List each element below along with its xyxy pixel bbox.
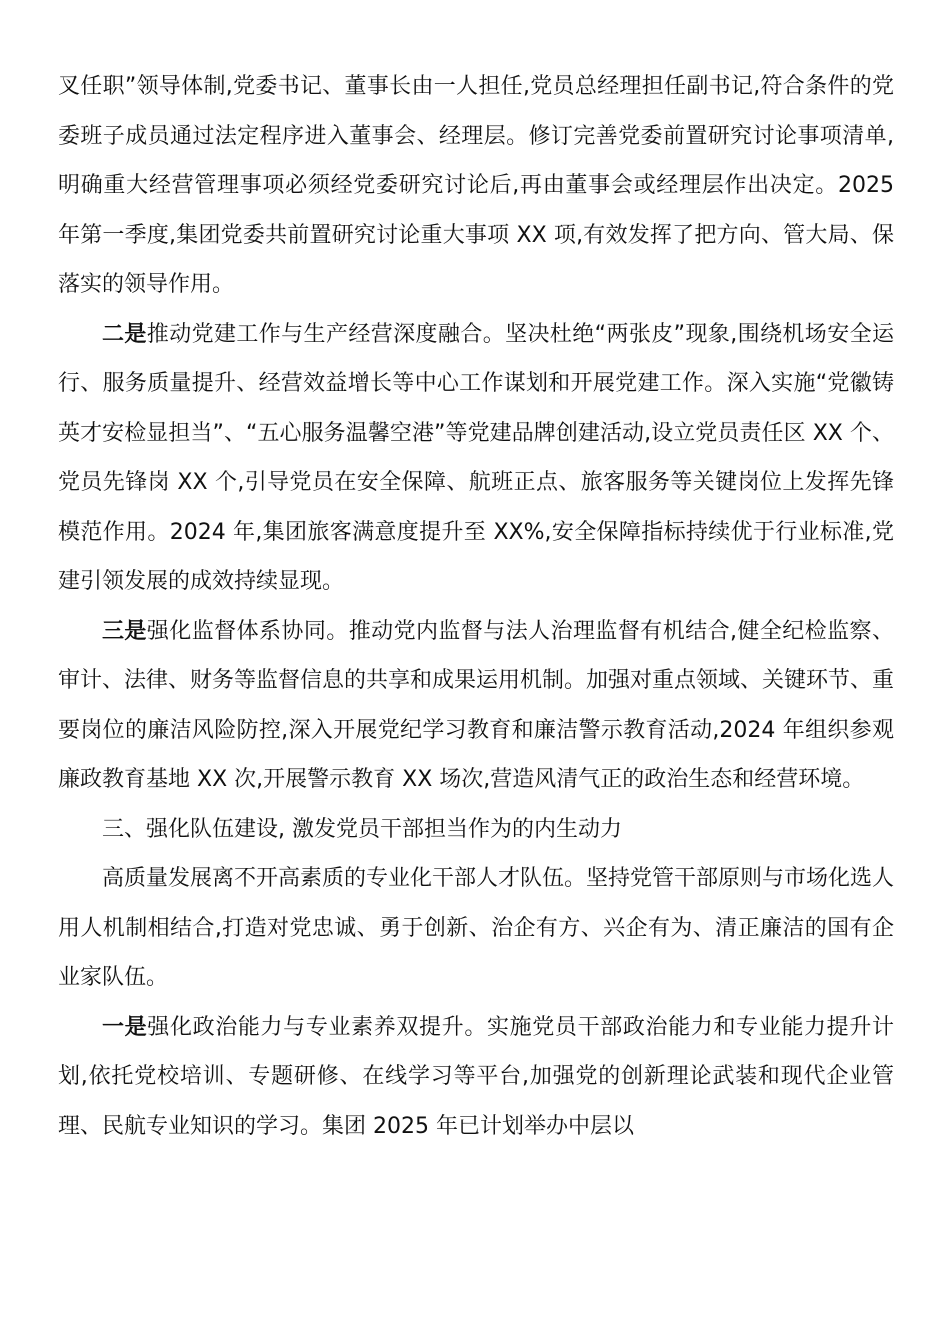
paragraph-team-building: 高质量发展离不开高素质的专业化干部人才队伍。坚持党管干部原则与市场化选人用人机制相结合,打造对党忠诚、勇于创新、治企有方、兴企有为、清正廉洁的国有企业家队伍。 <box>58 866 895 990</box>
paragraph-supervision <box>58 607 894 805</box>
paragraph-text-three: 强化监督体系协同。推动党内监督与法人治理监督有机结合,健全纪检监察、审计、法律、财务等监督信息的共享和成果运用机制。加强对重点领域、关键环节、重要岗位的廉洁风险防控,深入开展党纪学习教育和廉洁警示教育活动,2024 年组织参观廉政教育基地 XX 次,开展警示教育 XX 场次,营造风清气正的政治生态和经营环境。 <box>58 618 895 792</box>
paragraph-leadership-system: 叉任职”领导体制,党委书记、董事长由一人担任,党员总经理担任副书记,符合条件的党委班子成员通过法定程序进入董事会、经理层。修订完善党委前置研究讨论事项清单,明确重大经营管理事项必须经党委研究讨论后,再由董事会或经理层作出决定。2025 年第一季度,集团党委共前置研究讨论重大事项 XX 项,有效发挥了把方向、管大局、保落实的领导作用。 <box>58 74 894 297</box>
paragraph-text-one: 强化政治能力与专业素养双提升。实施党员干部政治能力和专业能力提升计划,依托党校培训、专题研修、在线学习等平台,加强党的创新理论武装和现代企业管理、民航专业知识的学习。集团 2025 年已计划举办中层以 <box>58 1014 894 1139</box>
document-page <box>58 62 894 1151</box>
section-heading-three: 三、强化队伍建设, 激发党员干部担当作为的内生动力 <box>102 816 622 842</box>
paragraph-capability <box>58 1003 894 1152</box>
paragraph-lead-three: 三是 <box>102 618 147 644</box>
paragraph-text-two: 推动党建工作与生产经营深度融合。坚决杜绝“两张皮”现象,围绕机场安全运行、服务质量提升、经营效益增长等中心工作谋划和开展党建工作。深入实施“党徽铸英才安检显担当”、“五心服务温馨空港”等党建品牌创建活动,设立党员责任区 XX 个、党员先锋岗 XX 个,引导党员在安全保障、航班正点、旅客服务等关键岗位上发挥先锋模范作用。2024 年,集团旅客满意度提升至 XX%,安全保障指标持续优于行业标准,党建引领发展的成效持续显现。 <box>58 321 894 594</box>
paragraph-lead-one: 一是 <box>102 1014 148 1040</box>
paragraph-integration <box>58 310 894 607</box>
paragraph-lead-two: 二是 <box>102 321 147 347</box>
